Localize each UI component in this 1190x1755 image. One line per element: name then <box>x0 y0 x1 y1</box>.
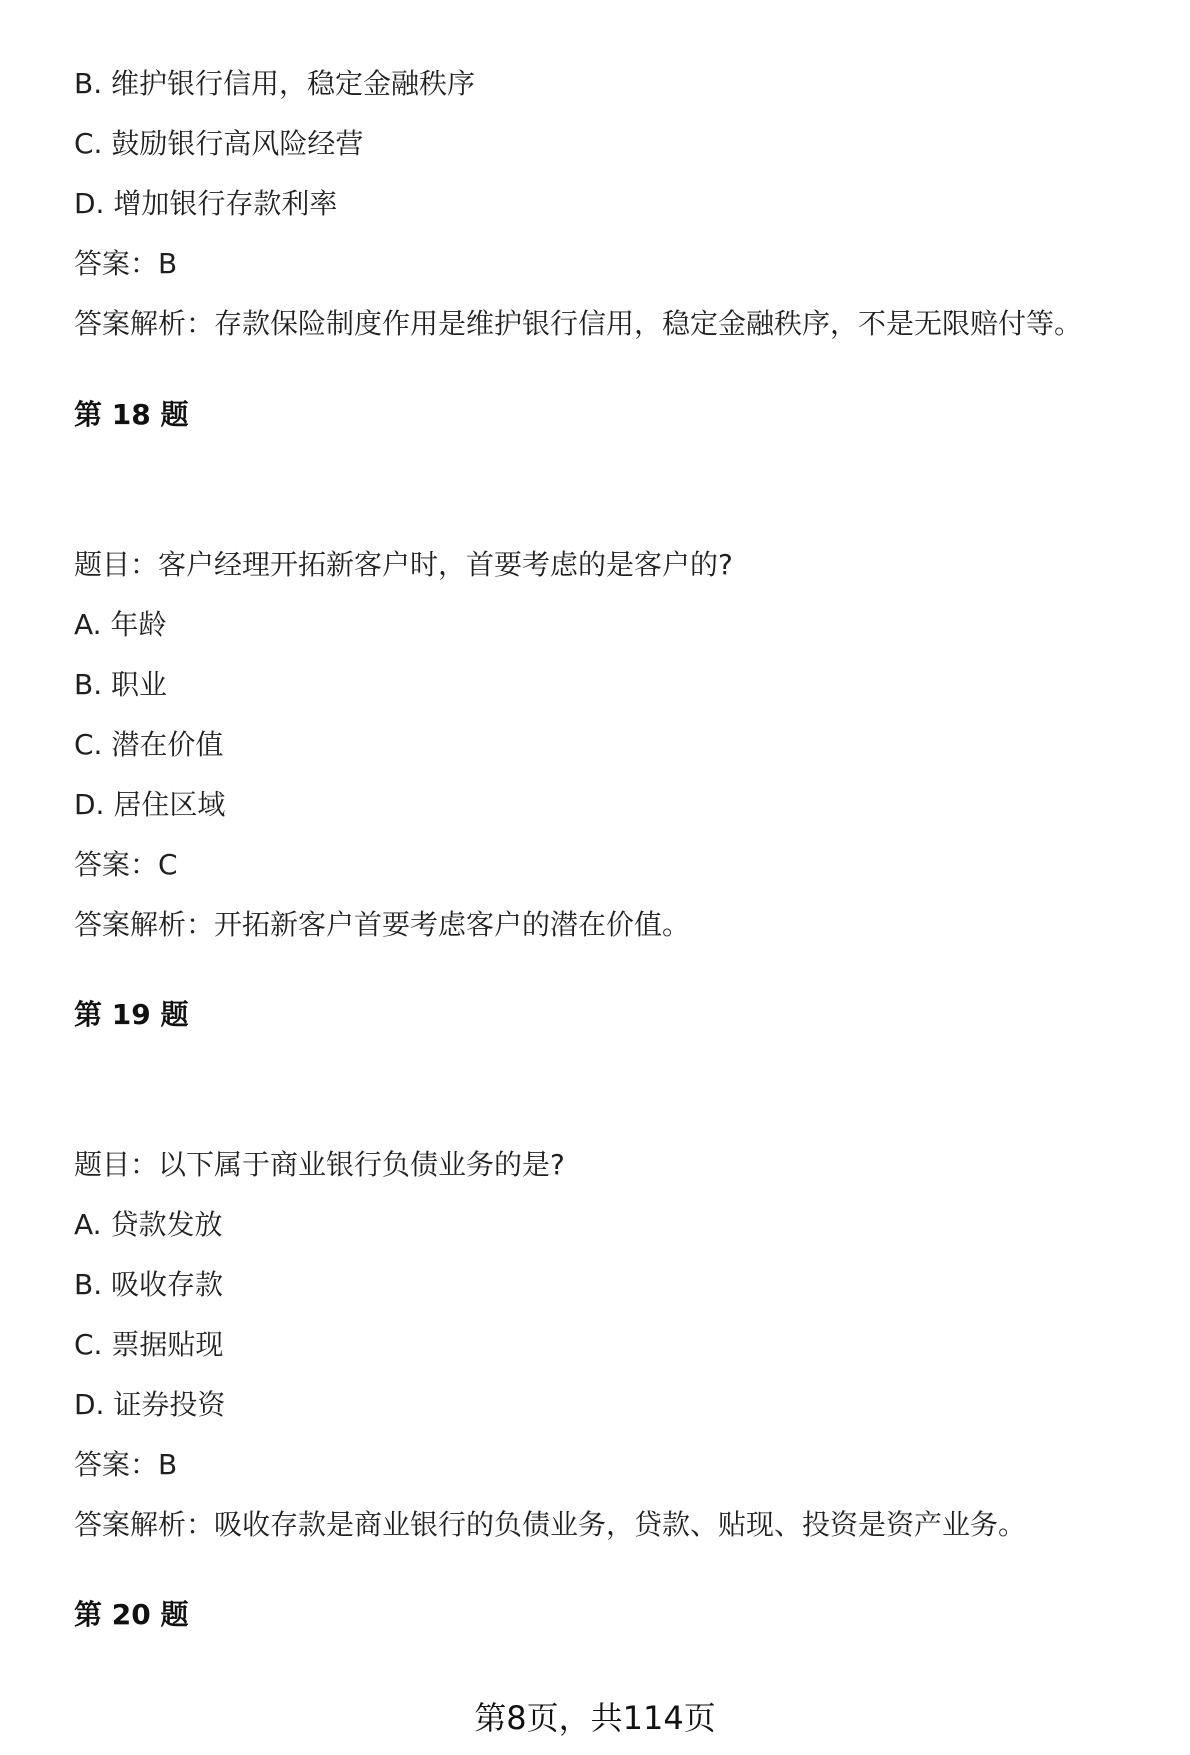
q19-heading: 第 19 题 <box>74 998 189 1031</box>
q19-option-a: A. 贷款发放 <box>74 1208 223 1241</box>
page-number-footer: 第8页，共114页 <box>474 1699 716 1737</box>
q19-explanation: 答案解析：吸收存款是商业银行的负债业务，贷款、贴现、投资是资产业务。 <box>74 1508 1027 1541</box>
q18-heading: 第 18 题 <box>74 398 189 431</box>
q18-explanation: 答案解析：开拓新客户首要考虑客户的潜在价值。 <box>74 908 691 941</box>
q19-option-b: B. 吸收存款 <box>74 1268 224 1301</box>
q18-option-c: C. 潜在价值 <box>74 728 224 761</box>
q17-option-d: D. 增加银行存款利率 <box>74 187 338 220</box>
q18-question: 题目：客户经理开拓新客户时，首要考虑的是客户的? <box>74 548 733 581</box>
q17-answer: 答案：B <box>74 247 178 280</box>
q18-option-d: D. 居住区域 <box>74 788 226 821</box>
q20-heading: 第 20 题 <box>74 1598 189 1631</box>
q19-answer: 答案：B <box>74 1448 178 1481</box>
q18-option-a: A. 年龄 <box>74 608 167 641</box>
q18-answer: 答案：C <box>74 848 178 881</box>
q18-option-b: B. 职业 <box>74 668 168 701</box>
q17-option-b: B. 维护银行信用，稳定金融秩序 <box>74 67 476 100</box>
q19-option-d: D. 证券投资 <box>74 1388 226 1421</box>
q17-explanation: 答案解析：存款保险制度作用是维护银行信用，稳定金融秩序，不是无限赔付等。 <box>74 307 1083 340</box>
q19-option-c: C. 票据贴现 <box>74 1328 224 1361</box>
q19-question: 题目：以下属于商业银行负债业务的是? <box>74 1148 565 1181</box>
q17-option-c: C. 鼓励银行高风险经营 <box>74 127 364 160</box>
